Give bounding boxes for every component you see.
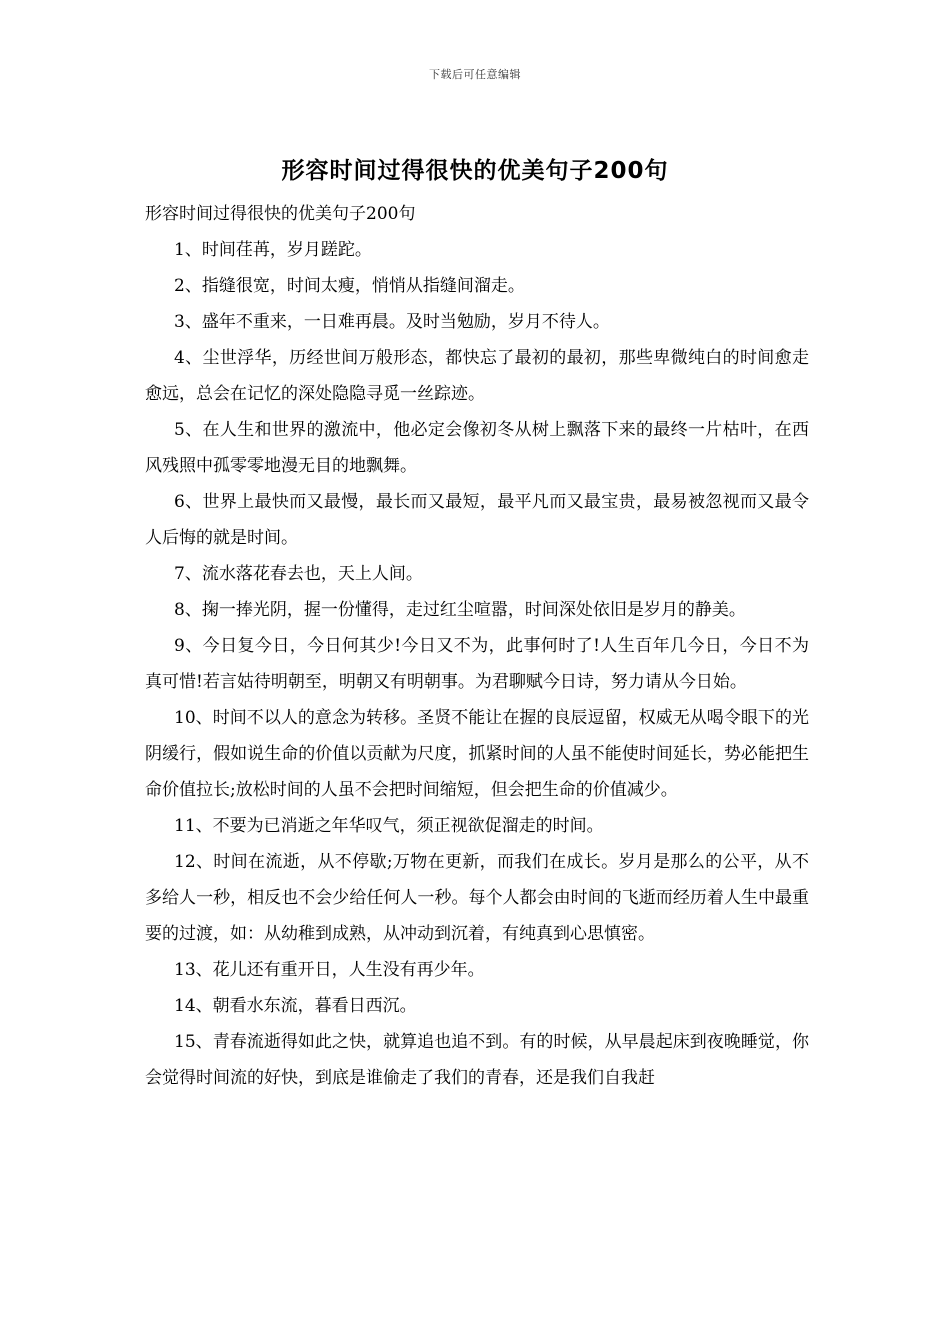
sentence-item: 2、指缝很宽，时间太瘦，悄悄从指缝间溜走。 [174, 276, 525, 296]
sentence-item: 14、朝看水东流，暮看日西沉。 [174, 996, 417, 1016]
sentence-item: 10、时间不以人的意念为转移。圣贤不能让在握的良辰逗留，权威无从喝令眼下的光阴缓行，假如说生命的价值以贡献为尺度，抓紧时间的人虽不能使时间延长，势必能把生命价值拉长;放松时间的人虽不会把时间缩短，但会把生命的价值减少。 [145, 708, 809, 800]
sentence-item: 15、青春流逝得如此之快，就算追也追不到。有的时候，从早晨起床到夜晚睡觉，你会觉得时间流的好快，到底是谁偷走了我们的青春，还是我们自我赶 [145, 1032, 809, 1088]
intro-line: 形容时间过得很快的优美句子200句 [145, 204, 416, 224]
sentence-item: 5、在人生和世界的激流中，他必定会像初冬从树上飘落下来的最终一片枯叶，在西风残照中孤零零地漫无目的地飘舞。 [145, 420, 809, 476]
sentence-item: 13、花儿还有重开日，人生没有再少年。 [174, 960, 485, 980]
sentence-item: 7、流水落花春去也，天上人间。 [174, 564, 423, 584]
header-note: 下载后可任意编辑 [429, 68, 521, 81]
sentence-item: 12、时间在流逝，从不停歇;万物在更新，而我们在成长。岁月是那么的公平，从不多给人一秒，相反也不会少给任何人一秒。每个人都会由时间的飞逝而经历着人生中最重要的过渡，如：从幼稚到成熟，从冲动到沉着，有纯真到心思慎密。 [145, 852, 809, 944]
sentence-item: 4、尘世浮华，历经世间万般形态，都快忘了最初的最初，那些卑微纯白的时间愈走愈远，总会在记忆的深处隐隐寻觅一丝踪迹。 [145, 348, 809, 404]
sentence-item: 3、盛年不重来，一日难再晨。及时当勉励，岁月不待人。 [174, 312, 610, 332]
sentence-item: 8、掬一捧光阴，握一份懂得，走过红尘喧嚣，时间深处依旧是岁月的静美。 [174, 600, 746, 620]
sentence-item: 11、不要为已消逝之年华叹气，须正视欲促溜走的时间。 [174, 816, 604, 836]
sentence-item: 6、世界上最快而又最慢，最长而又最短，最平凡而又最宝贵，最易被忽视而又最令人后悔的就是时间。 [145, 492, 809, 548]
document-title: 形容时间过得很快的优美句子200句 [281, 158, 669, 184]
document-body [145, 196, 809, 1096]
sentence-item: 9、今日复今日，今日何其少!今日又不为，此事何时了!人生百年几今日，今日不为真可惜!若言姑待明朝至，明朝又有明朝事。为君聊赋今日诗，努力请从今日始。 [145, 636, 809, 692]
sentence-item: 1、时间荏苒，岁月蹉跎。 [174, 240, 372, 260]
